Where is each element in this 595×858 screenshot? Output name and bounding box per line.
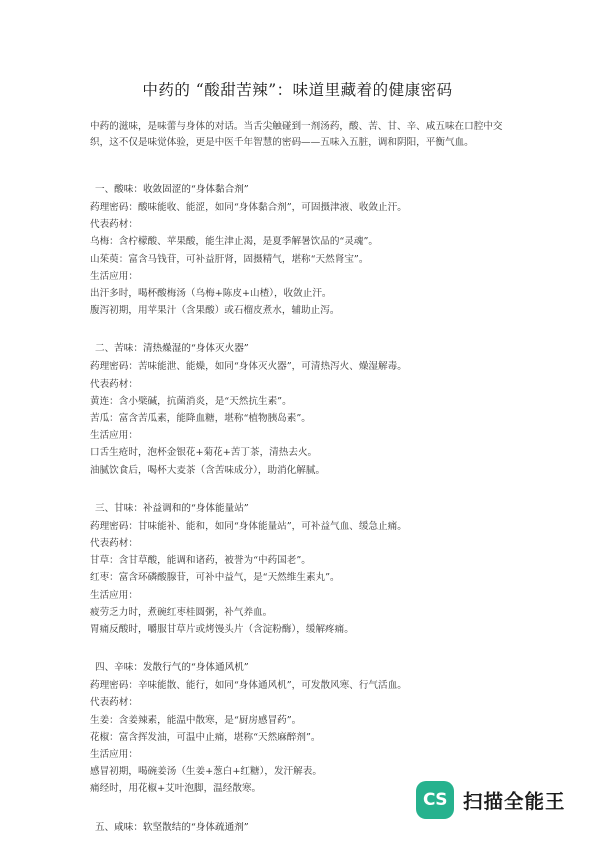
section-line: 生活应用： (90, 430, 138, 442)
section-line: 油腻饮食后，喝杯大麦茶（含苦味成分），助消化解腻。 (90, 464, 326, 476)
sections-container (90, 181, 530, 858)
section-line: 生活应用： (90, 270, 138, 282)
logo-mark-text: CS (422, 790, 448, 810)
intro-text: 中药的滋味，是味蕾与身体的对话。当舌尖触碰到一剂汤药，酸、苦、甘、辛、咸五味在口腔中交织，这不仅是味觉体验，更是中医千年智慧的密码——五味入五脏，调和阴阳，平衡气血。 (90, 121, 503, 148)
camscanner-watermark (416, 781, 566, 819)
section-line: 腹泻初期，用苹果汁（含果酸）或石榴皮煮水，辅助止泻。 (90, 305, 340, 317)
section-line: 红枣：富含环磷酸腺苷，可补中益气，是“天然维生素丸”。 (90, 572, 340, 584)
intro-paragraph (90, 119, 520, 151)
section-line: 口舌生疮时，泡杯金银花+菊花+苦丁茶，清热去火。 (90, 447, 318, 459)
section-line: 药理密码：辛味能散、能行，如同“身体通风机”，可发散风寒、行气活血。 (90, 680, 407, 692)
section-line: 药理密码：酸味能收、能涩，如同“身体黏合剂”，可固摄津液、收敛止汗。 (90, 202, 407, 213)
section-line: 痛经时，用花椒+艾叶泡脚，温经散寒。 (90, 783, 262, 795)
section-line: 乌梅：含柠檬酸、苹果酸，能生津止渴，是夏季解暑饮品的“灵魂”。 (90, 236, 379, 248)
section-line: 感冒初期，喝碗姜汤（生姜+葱白+红糖），发汗解表。 (90, 766, 322, 778)
section-line: 药理密码：甘味能补、能和，如同“身体能量站”，可补益气血、缓急止痛。 (90, 520, 407, 532)
section-line: 山茱萸：富含马钱苷，可补益肝肾，固摄精气，堪称“天然肾宝”。 (90, 253, 369, 265)
section-block (90, 500, 530, 638)
section-line: 代表药材： (90, 219, 138, 231)
camscanner-logo-icon (416, 781, 454, 819)
section-heading: 四、辛味：发散行气的“身体通风机” (95, 662, 249, 674)
section-line: 药理密码：苦味能泄、能燥，如同“身体灭火器”，可清热泻火、燥湿解毒。 (90, 361, 407, 373)
section-line: 花椒：富含挥发油，可温中止痛，堪称“天然麻醉剂”。 (90, 731, 321, 743)
section-heading: 五、咸味：软坚散结的“身体疏通剂” (95, 821, 249, 833)
section-block (90, 340, 530, 478)
section-line: 胃痛反酸时，嚼服甘草片或烤馒头片（含淀粉酶），缓解疼痛。 (90, 624, 354, 636)
section-heading: 二、苦味：清热燥湿的“身体灭火器” (95, 343, 249, 355)
section-block (90, 659, 530, 797)
section-block (90, 181, 530, 319)
section-line: 黄连：含小檗碱，抗菌消炎，是“天然抗生素”。 (90, 395, 292, 407)
section-line: 生姜：含姜辣素，能温中散寒，是“厨房感冒药”。 (90, 714, 302, 726)
section-line: 甘草：含甘草酸，能调和诸药，被誉为“中药国老”。 (90, 555, 311, 567)
section-line: 出汗多时，喝杯酸梅汤（乌梅+陈皮+山楂），收敛止汗。 (90, 288, 332, 300)
document-title: 中药的 “酸甜苦辣”：味道里藏着的健康密码 (142, 81, 453, 99)
section-block (90, 819, 530, 837)
section-line: 疲劳乏力时，煮碗红枣桂圆粥，补气养血。 (90, 606, 273, 618)
section-heading: 三、甘味：补益调和的“身体能量站” (95, 502, 249, 514)
section-line: 代表药材： (90, 378, 138, 390)
section-line: 生活应用： (90, 589, 138, 601)
section-line: 代表药材： (90, 697, 138, 709)
watermark-text: 扫描全能王 (463, 790, 566, 813)
section-line: 苦瓜：富含苦瓜素，能降血糖，堪称“植物胰岛素”。 (90, 413, 311, 425)
section-line: 代表药材： (90, 538, 138, 550)
section-line: 生活应用： (90, 749, 138, 761)
section-heading: 一、酸味：收敛固涩的“身体黏合剂” (95, 184, 249, 195)
